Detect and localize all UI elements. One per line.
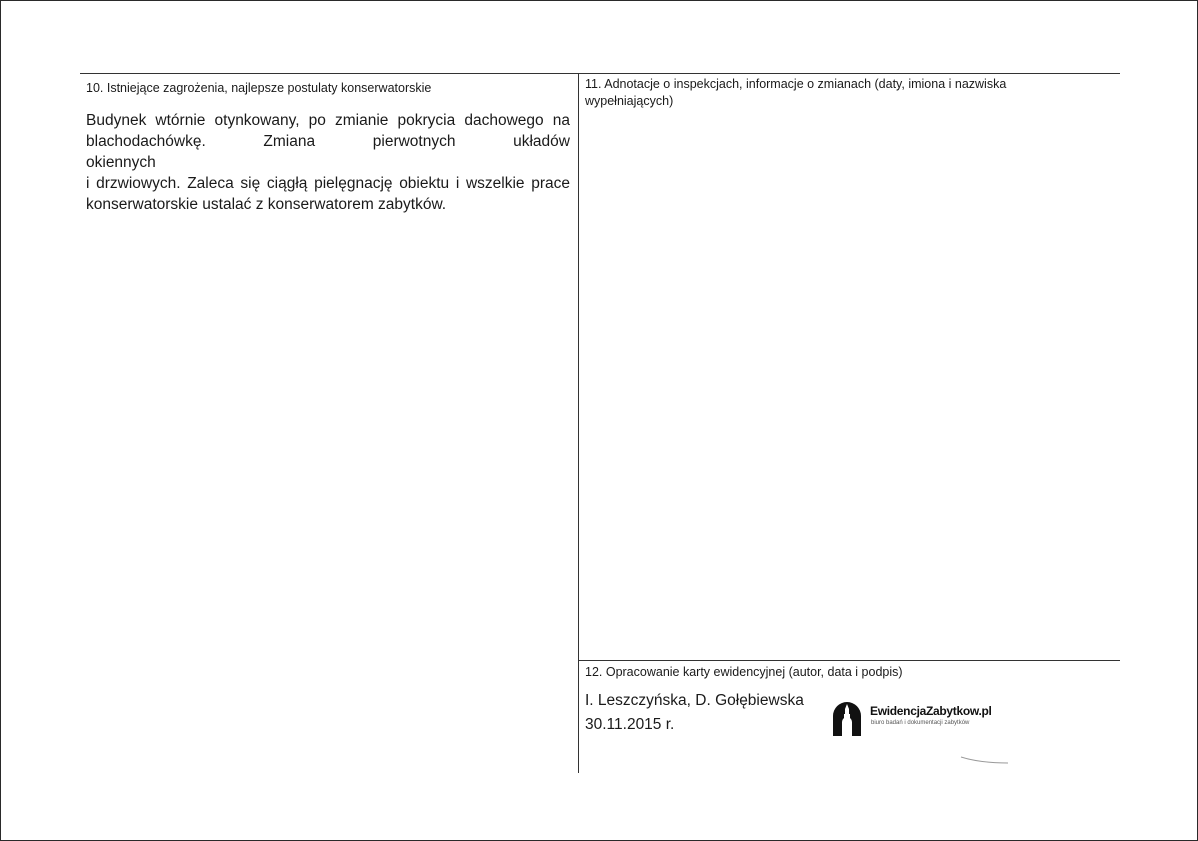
section12-heading: 12. Opracowanie karty ewidencyjnej (autor, data i podpis) — [585, 665, 903, 679]
section12-date: 30.11.2015 r. — [585, 716, 675, 733]
section11-heading-line-2: wypełniających) — [585, 94, 674, 108]
column-divider — [578, 73, 579, 773]
section11-heading-line-1: 11. Adnotacje o inspekcjach, informacje o zmianach (daty, imiona i nazwiska — [585, 77, 1007, 91]
section12-authors: I. Leszczyńska, D. Gołębiewska — [585, 692, 804, 709]
logo-tagline: biuro badań i dokumentacji zabytków — [871, 720, 970, 726]
section10-line-4: konserwatorskie ustalać z konserwatorem zabytków. — [86, 196, 447, 213]
section11-heading — [585, 76, 1115, 110]
top-rule — [80, 73, 1120, 74]
section12-rule — [578, 660, 1120, 661]
ewidencja-logo — [830, 700, 990, 740]
section10-line-3: i drzwiowych. Zaleca się ciągłą pielęgnację obiektu i wszelkie prace — [86, 175, 570, 192]
section10-body — [86, 110, 570, 215]
section10-line-2: blachodachówkę. Zmiana pierwotnych układów okiennych — [86, 133, 570, 171]
section10-line-1: Budynek wtórnie otynkowany, po zmianie pokrycia dachowego na — [86, 112, 570, 129]
section10-heading: 10. Istniejące zagrożenia, najlepsze postulaty konserwatorskie — [86, 81, 432, 95]
archway-logo-icon — [830, 700, 864, 736]
logo-name: EwidencjaZabytkow.pl — [870, 704, 992, 718]
signature-stroke — [960, 755, 1010, 767]
